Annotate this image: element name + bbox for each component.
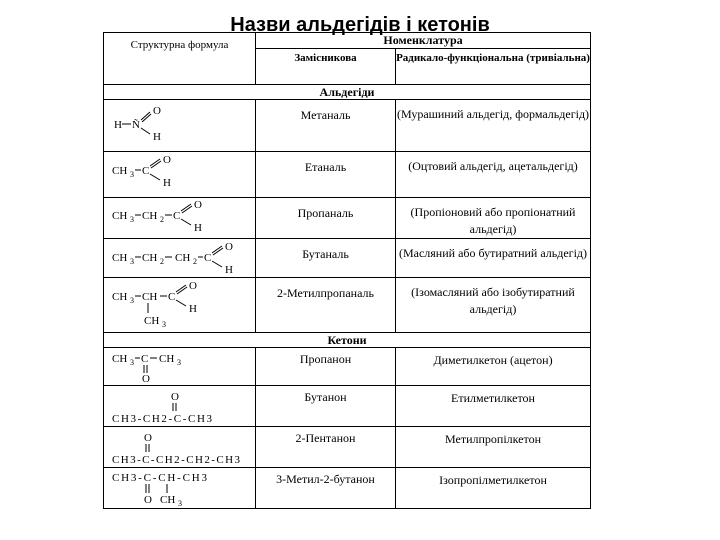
table-row: [104, 348, 591, 386]
pentanone-formula-line: CH3-C-CH2-CH2-CH3: [112, 454, 240, 466]
trivial-name: (Мурашиний альдегід, формальдегід): [396, 100, 591, 152]
trivial-name: (Пропіоновий або пропіонатний альдегід): [396, 198, 591, 239]
table-row: [104, 427, 591, 468]
svg-text:CH: CH: [144, 315, 160, 327]
svg-text:C: C: [173, 210, 181, 222]
svg-text:2: 2: [160, 215, 164, 224]
svg-text:CH: CH: [142, 291, 158, 303]
page-title: Назви альдегідів і кетонів: [230, 14, 490, 36]
formula-ethanal: [104, 152, 256, 198]
svg-text:2: 2: [160, 257, 164, 266]
svg-text:C: C: [204, 252, 212, 264]
methylbutanone-formula-line: CH3-C-CH-CH3: [112, 472, 207, 484]
formula-propanone: [104, 348, 256, 386]
svg-text:3: 3: [130, 257, 134, 266]
table-row: [104, 100, 591, 152]
formula-3-methyl-2-butanone: [104, 468, 256, 509]
svg-text:C: C: [141, 353, 149, 365]
systematic-name: Бутаналь: [256, 239, 396, 278]
trivial-name: Ізопропілметилкетон: [396, 468, 591, 509]
section-ketones: Кетони: [104, 333, 591, 348]
svg-text:O: O: [189, 280, 197, 292]
header-nomenclature: Номенклатура: [256, 33, 591, 49]
section-aldehydes: Альдегіди: [104, 85, 591, 100]
systematic-name: 3-Метил-2-бутанон: [256, 468, 396, 509]
svg-text:H: H: [189, 303, 197, 315]
formula-2-methylpropanal: [104, 278, 256, 333]
svg-text:O: O: [144, 494, 152, 506]
svg-text:CH: CH: [160, 494, 176, 506]
formula-butanone: [104, 386, 256, 427]
systematic-name: Метаналь: [256, 100, 396, 152]
svg-text:O: O: [144, 432, 152, 444]
nomenclature-table: [103, 32, 591, 509]
table-row: [104, 152, 591, 198]
trivial-name: Метилпропілкетон: [396, 427, 591, 468]
systematic-name: 2-Пентанон: [256, 427, 396, 468]
svg-text:3: 3: [130, 358, 134, 367]
trivial-name: (Ізомасляний або ізобутиратний альдегід): [396, 278, 591, 333]
trivial-name: (Оцтовий альдегід, ацетальдегід): [396, 152, 591, 198]
svg-text:H: H: [114, 119, 122, 131]
svg-text:O: O: [194, 199, 202, 211]
svg-text:3: 3: [130, 215, 134, 224]
trivial-name: (Масляний або бутиратний альдегід): [396, 239, 591, 278]
systematic-name: Пропаналь: [256, 198, 396, 239]
header-substitutive: Замісникова: [256, 49, 396, 85]
svg-text:C: C: [168, 291, 176, 303]
svg-text:H: H: [163, 177, 171, 189]
svg-text:O: O: [153, 105, 161, 117]
table-row: [104, 198, 591, 239]
systematic-name: Бутанон: [256, 386, 396, 427]
table-row: [104, 468, 591, 509]
svg-text:O: O: [225, 241, 233, 253]
svg-text:CH: CH: [159, 353, 175, 365]
svg-text:CH: CH: [175, 252, 191, 264]
table-row: [104, 239, 591, 278]
systematic-name: Етаналь: [256, 152, 396, 198]
formula-butanal: [104, 239, 256, 278]
svg-text:CH: CH: [112, 210, 128, 222]
svg-text:3: 3: [130, 296, 134, 305]
svg-text:3: 3: [178, 499, 182, 508]
trivial-name: Етилметилкетон: [396, 386, 591, 427]
svg-text:H: H: [194, 222, 202, 234]
table-row: [104, 278, 591, 333]
trivial-name: Диметилкетон (ацетон): [396, 348, 591, 386]
svg-text:2: 2: [193, 257, 197, 266]
svg-text:3: 3: [162, 320, 166, 329]
header-radical-functional: Радикало-функціональна (тривіальна): [396, 49, 591, 85]
svg-text:O: O: [171, 391, 179, 403]
svg-text:Ñ: Ñ: [132, 119, 140, 131]
formula-methanal: [104, 100, 256, 152]
svg-text:CH: CH: [112, 291, 128, 303]
svg-text:CH: CH: [142, 210, 158, 222]
systematic-name: 2-Метилпропаналь: [256, 278, 396, 333]
svg-text:CH: CH: [112, 165, 128, 177]
svg-text:CH: CH: [142, 252, 158, 264]
svg-text:C: C: [142, 165, 150, 177]
svg-text:CH: CH: [112, 252, 128, 264]
svg-text:O: O: [142, 373, 150, 384]
systematic-name: Пропанон: [256, 348, 396, 386]
svg-text:O: O: [163, 154, 171, 166]
butanone-formula-line: CH3-CH2-C-CH3: [112, 413, 212, 425]
formula-2-pentanone: [104, 427, 256, 468]
svg-text:CH: CH: [112, 353, 128, 365]
header-structural-formula: Структурна формула: [104, 33, 256, 85]
svg-text:3: 3: [177, 358, 181, 367]
svg-text:H: H: [153, 131, 161, 143]
formula-propanal: [104, 198, 256, 239]
table-row: [104, 386, 591, 427]
svg-text:H: H: [225, 264, 233, 276]
svg-text:3: 3: [130, 170, 134, 179]
